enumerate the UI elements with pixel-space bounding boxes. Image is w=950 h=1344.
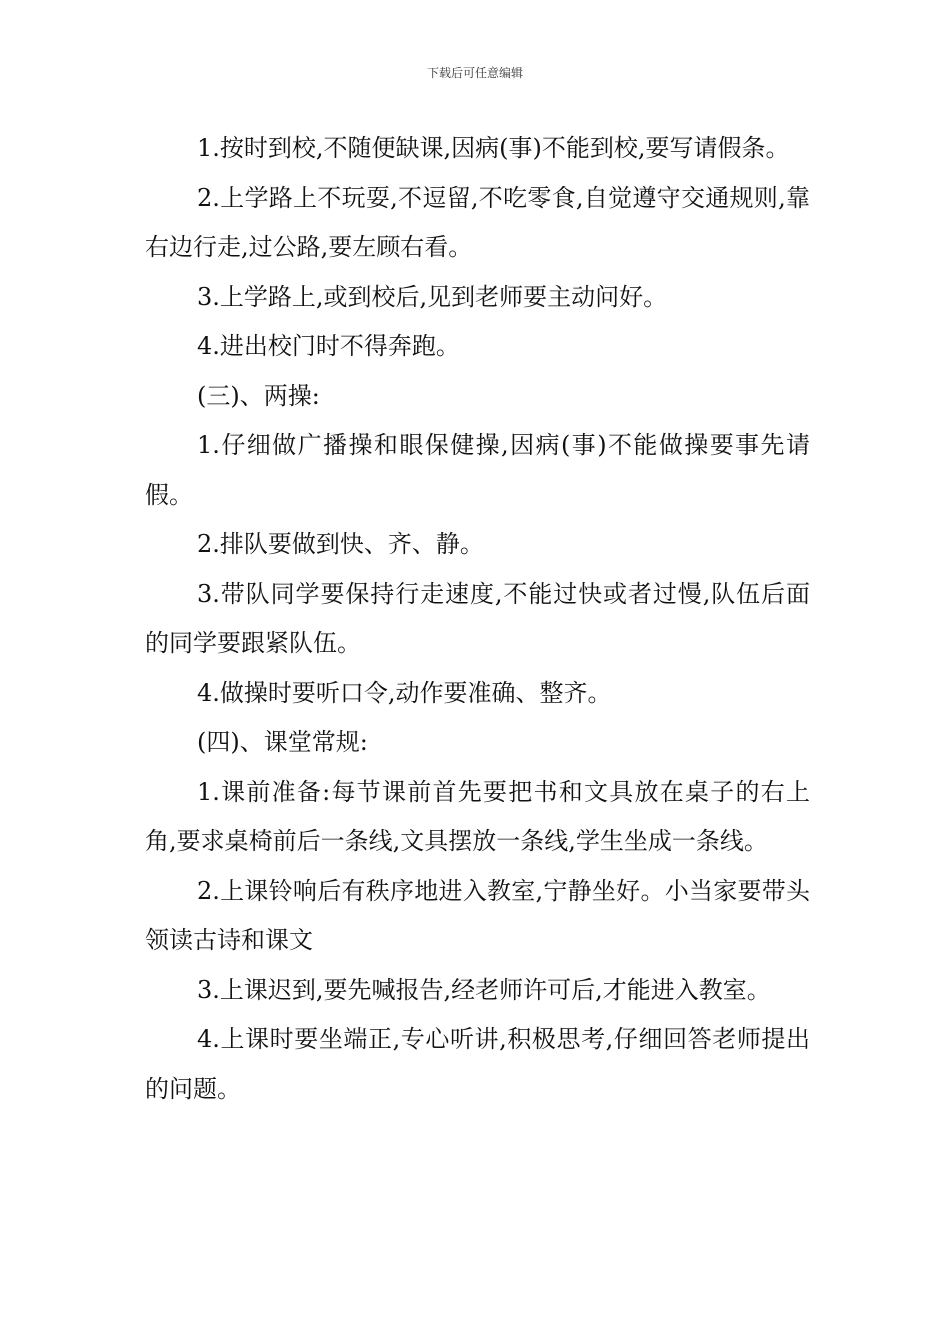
paragraph-classroom-2: 2.上课铃响后有秩序地进入教室,宁静坐好。小当家要带头领读古诗和课文 — [145, 876, 810, 954]
paragraph-attendance-4: 4.进出校门时不得奔跑。 — [197, 332, 460, 360]
paragraph-attendance-3: 3.上学路上,或到校后,见到老师要主动问好。 — [197, 282, 668, 311]
section-heading-exercises: (三)、两操: — [197, 381, 320, 410]
paragraph-exercises-1: 1.仔细做广播操和眼保健操,因病(事)不能做操要事先请假。 — [145, 431, 810, 509]
paragraph-attendance-1: 1.按时到校,不随便缺课,因病(事)不能到校,要写请假条。 — [197, 134, 790, 162]
section-heading-classroom: (四)、课堂常规: — [197, 728, 368, 756]
document-body — [145, 124, 810, 1114]
paragraph-exercises-2: 2.排队要做到快、齐、静。 — [197, 530, 484, 558]
paragraph-classroom-1: 1.课前准备:每节课前首先要把书和文具放在桌子的右上角,要求桌椅前后一条线,文具摆放一条线,学生坐成一条线。 — [145, 777, 810, 855]
paragraph-exercises-3: 3.带队同学要保持行走速度,不能过快或者过慢,队伍后面的同学要跟紧队伍。 — [145, 579, 810, 657]
paragraph-exercises-4: 4.做操时要听口令,动作要准确、整齐。 — [197, 678, 612, 707]
paragraph-classroom-4: 4.上课时要坐端正,专心听讲,积极思考,仔细回答老师提出的问题。 — [145, 1025, 810, 1103]
paragraph-classroom-3: 3.上课迟到,要先喊报告,经老师许可后,才能进入教室。 — [197, 975, 771, 1004]
page-header: 下载后可任意编辑 — [426, 66, 523, 80]
paragraph-attendance-2: 2.上学路上不玩耍,不逗留,不吃零食,自觉遵守交通规则,靠右边行走,过公路,要左顾右看。 — [145, 183, 810, 261]
